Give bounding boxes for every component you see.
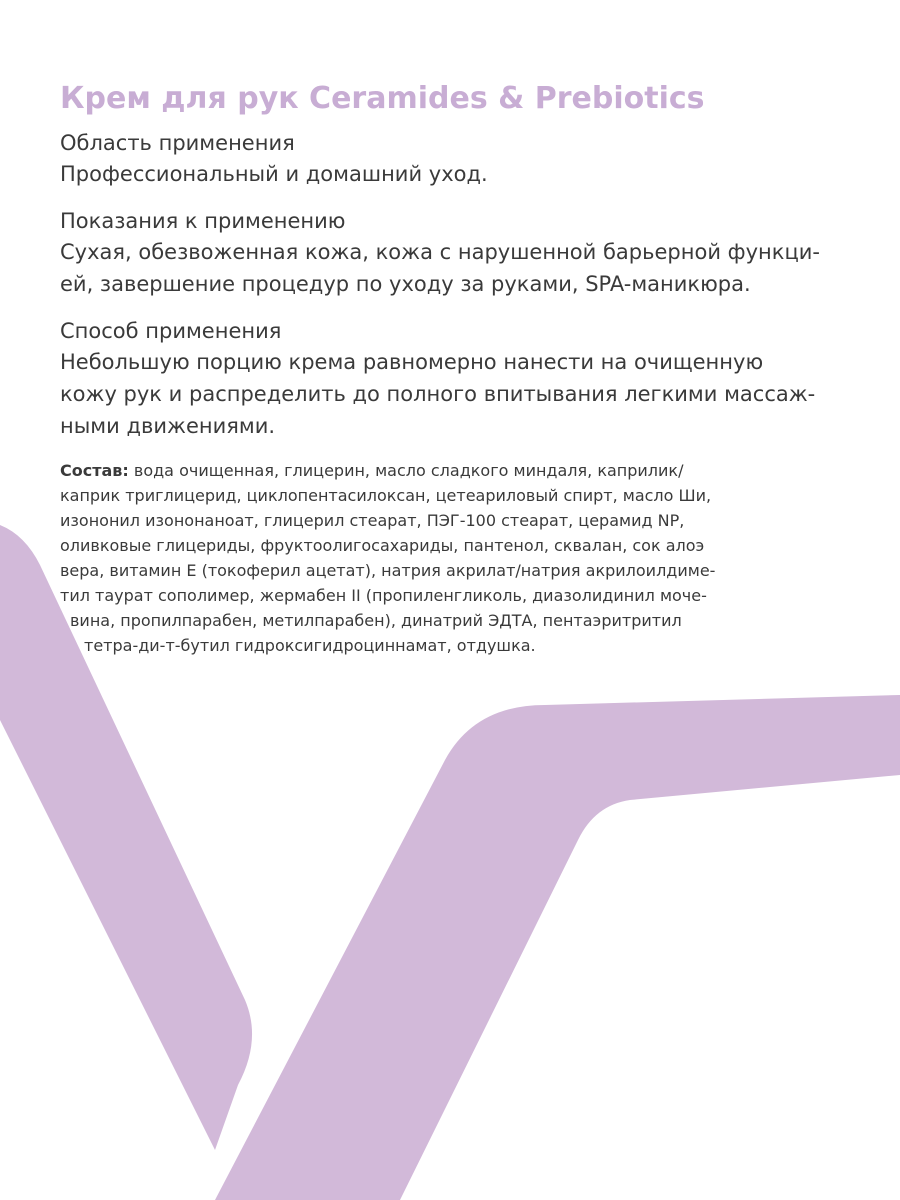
product-title: Крем для рук Ceramides & Prebiotics [60,81,705,116]
section-heading: Показания к применению [60,209,346,233]
composition-line: тил таурат сополимер, жермабен II (пропиленгликоль, диазолидинил моче- [60,586,707,605]
section-indications [60,206,870,300]
section-usage [60,316,870,442]
text-line: Профессиональный и домашний уход. [60,162,488,186]
section-application-area [60,128,870,190]
composition-block [60,458,870,658]
section-text [60,158,870,190]
product-info [60,78,870,658]
right-stroke [215,695,900,1200]
composition-line: оливковые глицериды, фруктоолигосахариды, пантенол, сквалан, сок алоэ [60,536,705,555]
composition-line: вера, витамин Е (токоферил ацетат), натрия акрилат/натрия акрилоилдиме- [60,561,716,580]
section-heading: Способ применения [60,319,282,343]
text-line: Сухая, обезвоженная кожа, кожа с нарушенной барьерной функци- [60,240,820,264]
composition-line: каприк триглицерид, циклопентасилоксан, цетеариловый спирт, масло Ши, [60,486,712,505]
text-line: кожу рук и распределить до полного впитывания легкими массаж- [60,382,816,406]
section-text [60,236,870,300]
text-line: ными движениями. [60,414,276,438]
composition-line: изононил изононаноат, глицерил стеарат, ПЭГ-100 стеарат, церамид NP, [60,511,685,530]
composition-line: вина, пропилпарабен, метилпарабен), динатрий ЭДТА, пентаэритритил [70,611,682,630]
composition-line: тетра-ди-т-бутил гидроксигидроциннамат, отдушка. [84,636,536,655]
section-heading: Область применения [60,131,295,155]
text-line: Небольшую порцию крема равномерно нанести на очищенную [60,350,764,374]
section-text [60,346,870,442]
text-line: ей, завершение процедур по уходу за руками, SPA-маникюра. [60,272,751,296]
composition-first-line: вода очищенная, глицерин, масло сладкого миндаля, каприлик/ [128,461,684,480]
composition-label: Состав: [60,461,129,480]
composition-line [60,458,870,483]
